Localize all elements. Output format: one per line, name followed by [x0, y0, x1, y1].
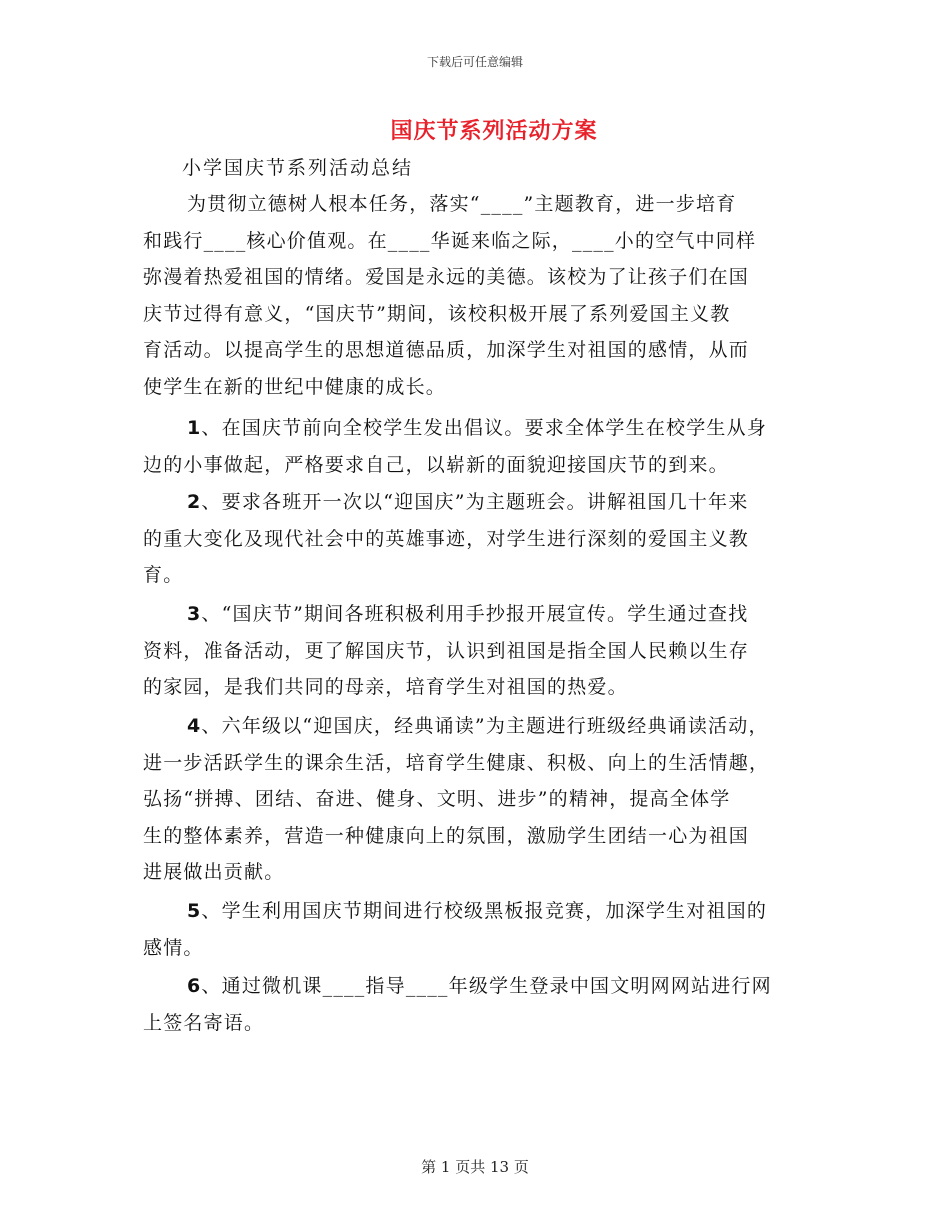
item-text: 、要求各班开一次以“迎国庆”为主题班会。讲解祖国几十年来 [201, 491, 749, 513]
list-item-3 [143, 596, 813, 706]
list-item-6 [143, 968, 813, 1041]
item-text: 、通过微机课____指导____年级学生登录中国文明网网站进行网 [201, 975, 772, 997]
list-item-5 [143, 893, 813, 966]
item-number: 6 [187, 975, 202, 997]
paragraph-line [143, 596, 813, 633]
document-title: 国庆节系列活动方案 [390, 118, 598, 144]
document-subtitle: 小学国庆节系列活动总结 [182, 157, 414, 179]
paragraph-line: 进展做出贡献。 [143, 861, 285, 883]
item-text: 、学生利用国庆节期间进行校级黑板报竞赛，加深学生对祖国的 [201, 900, 768, 922]
list-item-4 [143, 708, 813, 891]
paragraph-line: 进一步活跃学生的课余生活，培育学生健康、积极、向上的生活情趣， [143, 751, 770, 774]
paragraph-line: 为贯彻立德树人根本任务，落实“____”主题教育，进一步培育 [187, 193, 737, 215]
intro-paragraph [143, 186, 813, 405]
item-text: 、六年级以“迎国庆，经典诵读”为主题进行班级经典诵读活动， [201, 715, 769, 737]
paragraph-line: 和践行____核心价值观。在____华诞来临之际，____小的空气中同样 [143, 229, 757, 252]
item-text: 、在国庆节前向全校学生发出倡议。要求全体学生在校学生从身 [201, 417, 768, 439]
paragraph-line: 边的小事做起，严格要求自己，以崭新的面貌迎接国庆节的到来。 [143, 453, 729, 476]
paragraph-line [143, 893, 813, 930]
item-number: 1 [187, 417, 202, 439]
paragraph-line: 生的整体素养，营造一种健康向上的氛围，激励学生团结一心为祖国 [143, 824, 750, 847]
page-number: 第 1 页共 13 页 [421, 1158, 529, 1176]
paragraph-line [143, 410, 813, 447]
paragraph-line: 的重大变化及现代社会中的英雄事迹，对学生进行深刻的爱国主义教 [143, 527, 750, 550]
paragraph-line: 的家园，是我们共同的母亲，培育学生对祖国的热爱。 [143, 676, 628, 698]
paragraph-line: 使学生在新的世纪中健康的成长。 [143, 375, 447, 398]
item-number: 3 [187, 603, 202, 625]
paragraph-line [143, 708, 813, 745]
paragraph-line [143, 968, 813, 1005]
item-number: 2 [187, 491, 202, 513]
list-item-2 [143, 484, 813, 594]
header-note: 下载后可任意编辑 [426, 55, 523, 69]
paragraph-line: 上签名寄语。 [143, 1011, 265, 1034]
item-number: 4 [187, 715, 202, 737]
paragraph-line: 庆节过得有意义，“国庆节”期间，该校积极开展了系列爱国主义教 [143, 302, 731, 325]
item-text: 、“国庆节”期间各班积极利用手抄报开展宣传。学生通过查找 [201, 603, 749, 625]
paragraph-line [143, 484, 813, 521]
list-item-1 [143, 410, 813, 483]
paragraph-line: 弘扬“拼搏、团结、奋进、健身、文明、进步”的精神，提高全体学 [143, 788, 731, 810]
paragraph-line: 资料，准备活动，更了解国庆节，认识到祖国是指全国人民赖以生存 [143, 639, 750, 662]
paragraph-line: 育。 [143, 564, 184, 586]
item-number: 5 [187, 900, 202, 922]
paragraph-line: 感情。 [143, 936, 204, 959]
paragraph-line: 育活动。以提高学生的思想道德品质，加深学生对祖国的感情，从而 [143, 339, 750, 361]
paragraph-line: 弥漫着热爱祖国的情绪。爱国是永远的美德。该校为了让孩子们在国 [143, 266, 750, 288]
